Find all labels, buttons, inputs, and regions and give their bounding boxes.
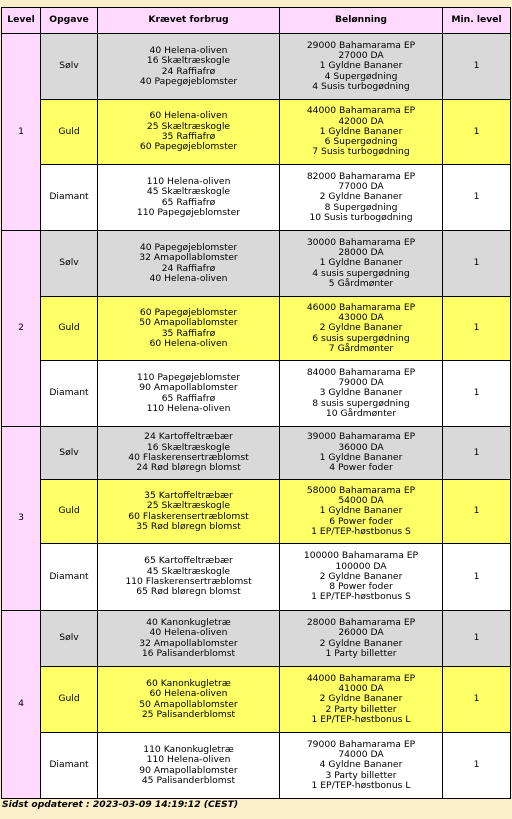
belonning-line: 1 EP/TEP-høstbonus S: [311, 525, 411, 537]
table-body: [2, 34, 511, 799]
belonning-line: 8 Supergødning: [324, 201, 398, 213]
forbrug-cell: [98, 733, 280, 799]
forbrug-line: 40 Kanonkugletræ: [146, 616, 231, 628]
belonning-line: 43000 DA: [338, 312, 384, 324]
belonning-line: 2 Gyldne Bananer: [319, 322, 403, 334]
forbrug-line: 110 Helena-oliven: [146, 175, 231, 187]
belonning-line: 1 Gyldne Bananer: [319, 257, 403, 269]
header-forbrug: Krævet forbrug: [98, 8, 280, 34]
minlevel-cell: 1: [443, 427, 511, 480]
forbrug-line: 24 Raffiafrø: [161, 262, 216, 274]
belonning-line: 10 Susis turbogødning: [309, 211, 413, 223]
forbrug-line: 110 Papegøjeblomster: [136, 206, 241, 218]
minlevel-cell: 1: [443, 165, 511, 231]
belonning-line: 8 Power foder: [329, 581, 393, 593]
belonning-line: 5 Gårdmønter: [328, 277, 394, 289]
belonning-line: 1 EP/TEP-høstbonus S: [311, 591, 411, 603]
forbrug-line: 110 Kanonkugletræ: [143, 743, 234, 755]
belonning-line: 4 Susis turbogødning: [312, 80, 410, 92]
table-row: [2, 427, 511, 480]
minlevel-cell: 1: [443, 34, 511, 100]
belonning-line: 46000 Bahamarama EP: [306, 301, 416, 313]
belonning-line: 4 Supergødning: [324, 70, 398, 82]
forbrug-line: 24 Rød bløregn blomst: [136, 462, 241, 474]
belonning-line: 4 susis supergødning: [312, 267, 410, 279]
forbrug-line: 60 Flaskerensertræblomst: [128, 510, 249, 522]
forbrug-line: 16 Skæltræskogle: [146, 441, 231, 453]
forbrug-line: 40 Flaskerensertræblomst: [128, 452, 249, 463]
forbrug-line: 65 Raffiafrø: [161, 196, 216, 208]
forbrug-line: 110 Papegøjeblomster: [136, 371, 241, 383]
opgave-cell: Guld: [41, 297, 98, 361]
belonning-line: 2 Party billetter: [325, 703, 397, 715]
table-row: [2, 231, 511, 297]
forbrug-line: 40 Helena-oliven: [149, 627, 228, 639]
belonning-cell: [280, 34, 443, 100]
belonning-line: 39000 Bahamarama EP: [306, 431, 416, 443]
belonning-line: 84000 Bahamarama EP: [306, 366, 416, 378]
belonning-line: 36000 DA: [338, 441, 384, 453]
forbrug-line: 65 Kartoffeltræbær: [144, 555, 233, 567]
belonning-cell: [280, 231, 443, 297]
belonning-cell: [280, 297, 443, 361]
forbrug-line: 40 Helena-oliven: [149, 44, 228, 56]
table-row: [2, 733, 511, 799]
belonning-line: 27000 DA: [338, 50, 384, 62]
forbrug-line: 60 Kanonkugletræ: [146, 677, 231, 689]
belonning-line: 100000 DA: [335, 560, 387, 572]
belonning-line: 2 Gyldne Bananer: [319, 637, 403, 649]
belonning-cell: [280, 165, 443, 231]
minlevel-cell: 1: [443, 611, 511, 667]
forbrug-line: 60 Helena-oliven: [149, 110, 228, 122]
minlevel-cell: 1: [443, 297, 511, 361]
forbrug-line: 50 Amapollablomster: [139, 698, 238, 710]
belonning-line: 44000 Bahamarama EP: [306, 672, 416, 684]
opgave-cell: Diamant: [41, 544, 98, 611]
forbrug-line: 65 Rød bløregn blomst: [136, 586, 241, 598]
belonning-cell: [280, 361, 443, 427]
belonning-line: 1 Gyldne Bananer: [319, 505, 403, 517]
forbrug-line: 32 Amapollablomster: [139, 252, 238, 264]
belonning-line: 2 Gyldne Bananer: [319, 693, 403, 705]
minlevel-cell: 1: [443, 544, 511, 611]
belonning-line: 1 EP/TEP-høstbonus L: [311, 713, 411, 725]
belonning-line: 6 susis supergødning: [312, 332, 410, 344]
forbrug-line: 90 Amapollablomster: [139, 764, 238, 776]
opgave-cell: Guld: [41, 667, 98, 733]
belonning-cell: [280, 611, 443, 667]
opgave-cell: Sølv: [41, 231, 98, 297]
forbrug-line: 25 Skæltræskogle: [146, 120, 231, 132]
forbrug-line: 24 Raffiafrø: [161, 65, 216, 77]
belonning-line: 74000 DA: [338, 749, 384, 761]
belonning-line: 8 susis supergødning: [312, 397, 410, 409]
belonning-line: 7 Susis turbogødning: [312, 146, 410, 158]
forbrug-line: 40 Papegøjeblomster: [139, 75, 238, 87]
forbrug-cell: [98, 361, 280, 427]
forbrug-line: 60 Helena-oliven: [149, 688, 228, 700]
forbrug-line: 35 Raffiafrø: [161, 131, 216, 142]
table-row: [2, 361, 511, 427]
belonning-cell: [280, 100, 443, 165]
belonning-line: 79000 Bahamarama EP: [306, 738, 416, 750]
minlevel-cell: 1: [443, 100, 511, 165]
forbrug-cell: [98, 297, 280, 361]
belonning-line: 42000 DA: [338, 115, 384, 127]
belonning-line: 2 Gyldne Bananer: [319, 191, 403, 203]
belonning-line: 6 Power foder: [329, 515, 393, 527]
level-cell: 1: [2, 34, 41, 231]
table-row: [2, 297, 511, 361]
belonning-line: 44000 Bahamarama EP: [306, 105, 416, 117]
header-level: Level: [2, 8, 41, 34]
belonning-line: 28000 DA: [338, 247, 384, 259]
opgave-cell: Diamant: [41, 733, 98, 799]
forbrug-line: 16 Palisanderblomst: [141, 647, 236, 659]
minlevel-cell: 1: [443, 733, 511, 799]
belonning-cell: [280, 427, 443, 480]
table-row: [2, 480, 511, 544]
forbrug-line: 45 Skæltræskogle: [146, 565, 231, 577]
table-row: [2, 165, 511, 231]
forbrug-line: 24 Kartoffeltræbær: [144, 431, 233, 443]
forbrug-line: 35 Raffiafrø: [161, 327, 216, 339]
belonning-line: 30000 Bahamarama EP: [306, 236, 416, 248]
belonning-line: 79000 DA: [338, 377, 384, 389]
belonning-line: 41000 DA: [338, 683, 384, 695]
belonning-cell: [280, 480, 443, 544]
table-row: [2, 544, 511, 611]
belonning-line: 2 Gyldne Bananer: [319, 570, 403, 582]
forbrug-line: 60 Papegøjeblomster: [139, 306, 238, 318]
belonning-line: 100000 Bahamarama EP: [303, 550, 419, 562]
forbrug-line: 110 Helena-oliven: [146, 402, 231, 414]
forbrug-line: 110 Helena-oliven: [146, 754, 231, 766]
forbrug-line: 35 Kartoffeltræbær: [144, 489, 233, 501]
belonning-cell: [280, 544, 443, 611]
forbrug-cell: [98, 100, 280, 165]
quest-table: [1, 7, 511, 799]
header-row: [2, 8, 511, 34]
forbrug-line: 90 Amapollablomster: [139, 382, 238, 394]
opgave-cell: Diamant: [41, 165, 98, 231]
table-row: [2, 100, 511, 165]
opgave-cell: Sølv: [41, 427, 98, 480]
forbrug-line: 16 Skæltræskogle: [146, 55, 231, 67]
table-row: [2, 611, 511, 667]
table-row: [2, 667, 511, 733]
belonning-line: 7 Gårdmønter: [328, 342, 394, 354]
forbrug-cell: [98, 611, 280, 667]
belonning-line: 54000 DA: [338, 495, 384, 507]
forbrug-line: 45 Palisanderblomst: [141, 774, 236, 786]
belonning-line: 82000 Bahamarama EP: [306, 170, 416, 182]
belonning-line: 4 Power foder: [329, 462, 393, 474]
minlevel-cell: 1: [443, 361, 511, 427]
header-minlevel: Min. level: [443, 8, 511, 34]
header-belonning: Belønning: [280, 8, 443, 34]
forbrug-line: 32 Amapollablomster: [139, 637, 238, 649]
forbrug-line: 45 Skæltræskogle: [146, 186, 231, 198]
opgave-cell: Diamant: [41, 361, 98, 427]
level-cell: 4: [2, 611, 41, 799]
belonning-line: 4 Gyldne Bananer: [319, 759, 403, 771]
forbrug-line: 60 Papegøjeblomster: [139, 141, 238, 153]
forbrug-cell: [98, 165, 280, 231]
forbrug-line: 35 Rød bløregn blomst: [136, 520, 241, 532]
forbrug-line: 110 Flaskerensertræblomst: [125, 576, 252, 587]
forbrug-line: 60 Helena-oliven: [149, 337, 228, 349]
forbrug-cell: [98, 427, 280, 480]
forbrug-cell: [98, 544, 280, 611]
belonning-line: 1 Gyldne Bananer: [319, 452, 403, 463]
forbrug-line: 25 Skæltræskogle: [146, 500, 231, 512]
forbrug-cell: [98, 231, 280, 297]
belonning-line: 58000 Bahamarama EP: [306, 484, 416, 496]
forbrug-line: 50 Amapollablomster: [139, 317, 238, 329]
minlevel-cell: 1: [443, 480, 511, 544]
belonning-line: 3 Party billetter: [325, 769, 397, 781]
belonning-line: 10 Gårdmønter: [325, 407, 397, 419]
belonning-cell: [280, 667, 443, 733]
header-opgave: Opgave: [41, 8, 98, 34]
belonning-line: 26000 DA: [338, 627, 384, 639]
last-updated: Sidst opdateret : 2023-03-09 14:19:12 (CEST): [2, 799, 239, 810]
opgave-cell: Guld: [41, 480, 98, 544]
forbrug-line: 25 Palisanderblomst: [141, 708, 236, 720]
opgave-cell: Sølv: [41, 611, 98, 667]
opgave-cell: Guld: [41, 100, 98, 165]
forbrug-line: 40 Helena-oliven: [149, 272, 228, 284]
belonning-line: 1 EP/TEP-høstbonus L: [311, 779, 411, 791]
table-row: [2, 34, 511, 100]
forbrug-cell: [98, 667, 280, 733]
belonning-cell: [280, 733, 443, 799]
belonning-line: 29000 Bahamarama EP: [306, 39, 416, 51]
forbrug-line: 65 Raffiafrø: [161, 392, 216, 404]
belonning-line: 1 Gyldne Bananer: [319, 60, 403, 72]
forbrug-cell: [98, 34, 280, 100]
level-cell: 2: [2, 231, 41, 427]
belonning-line: 3 Gyldne Bananer: [319, 387, 403, 399]
belonning-line: 1 Gyldne Bananer: [319, 125, 403, 137]
forbrug-line: 40 Papegøjeblomster: [139, 241, 238, 253]
opgave-cell: Sølv: [41, 34, 98, 100]
forbrug-cell: [98, 480, 280, 544]
minlevel-cell: 1: [443, 231, 511, 297]
minlevel-cell: 1: [443, 667, 511, 733]
belonning-line: 28000 Bahamarama EP: [306, 616, 416, 628]
belonning-line: 77000 DA: [338, 181, 384, 193]
belonning-line: 6 Supergødning: [324, 136, 398, 148]
level-cell: 3: [2, 427, 41, 611]
belonning-line: 1 Party billetter: [325, 647, 397, 659]
